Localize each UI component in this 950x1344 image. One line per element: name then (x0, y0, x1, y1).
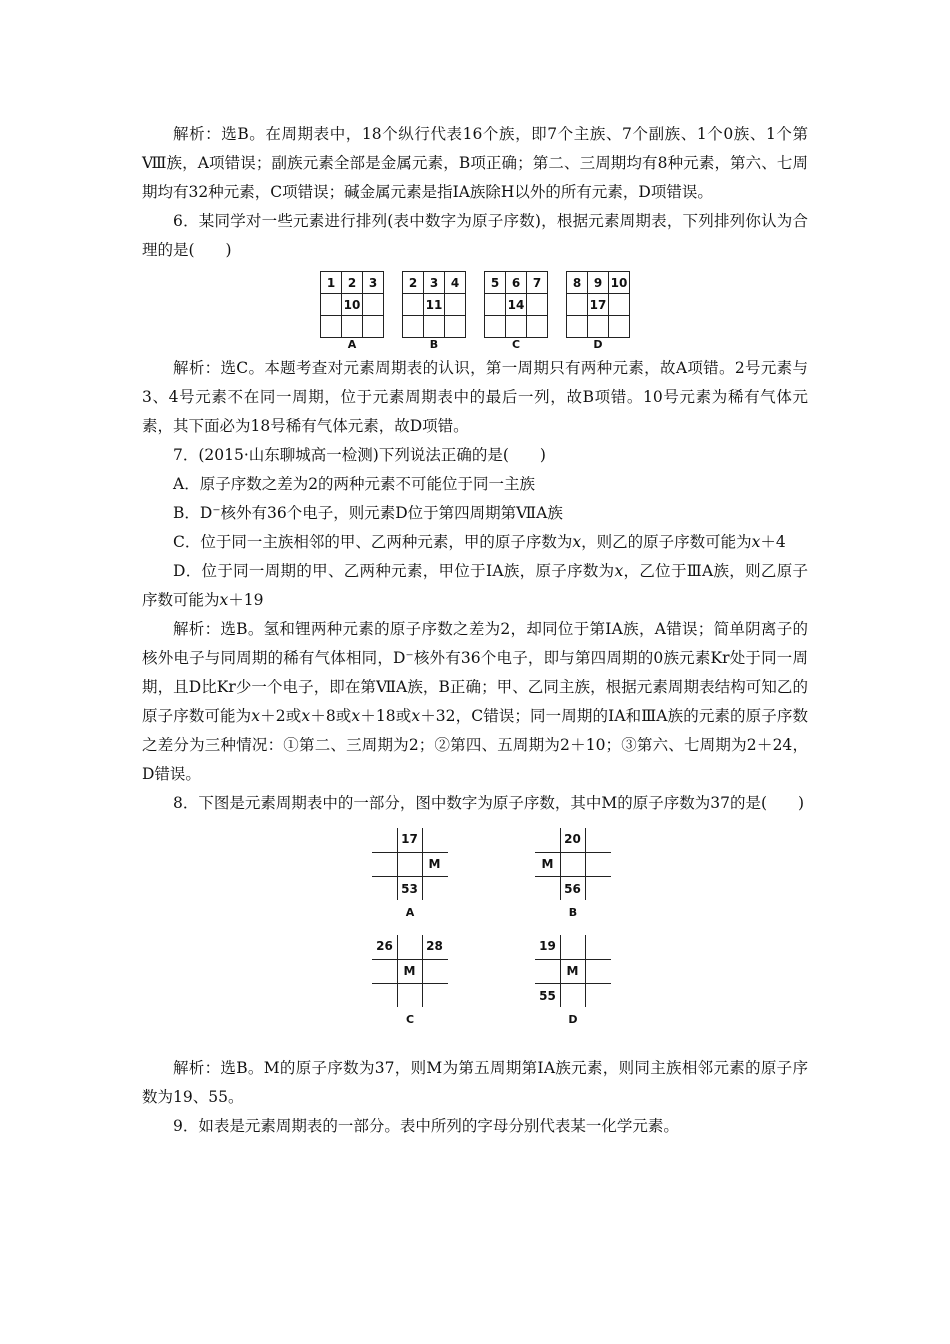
grid-cell (609, 294, 630, 316)
grid-cell: 17 (401, 832, 418, 846)
q8-label-c: C (405, 1013, 415, 1026)
q6-grid-d (566, 271, 630, 338)
grid-cell: 9 (588, 272, 609, 294)
grid-cell (424, 316, 445, 338)
grid-cell (609, 316, 630, 338)
grid-cell: 2 (342, 272, 363, 294)
text-run: ＋19 (228, 591, 264, 609)
grid-cell: 26 (376, 939, 393, 953)
grid-line (372, 876, 448, 877)
grid-cell (403, 316, 424, 338)
text-run: ，乙位于ⅢA族，则乙原子序数可能为 (142, 562, 808, 609)
q6-option-d (566, 271, 630, 352)
grid-cell (363, 316, 384, 338)
variable-x: x (301, 707, 311, 725)
answer-5: 解析：选B。在周期表中，18个纵行代表16个族，即7个主族、7个副族、1个0族、1个第Ⅷ族，A项错误；副族元素全部是金属元素，B项正确；第二、三周期均有8种元素，第六、七周期均有32种元素，C项错误；碱金属元素是指ⅠA族除H以外的所有元素，D项错误。 (142, 125, 808, 201)
grid-cell: 20 (564, 832, 581, 846)
grid-line (585, 828, 586, 900)
grid-cell (506, 316, 527, 338)
q8-label-a: A (405, 906, 415, 919)
variable-x: x (251, 707, 261, 725)
answer-8: 解析：选B。M的原子序数为37，则M为第五周期第ⅠA族元素，则同主族相邻元素的原子序数为19、55。 (142, 1059, 808, 1106)
question-6: 6．某同学对一些元素进行排列(表中数字为原子序数)，根据元素周期表，下列排列你认为合理的是( ) (142, 212, 808, 259)
grid-cell: 55 (539, 989, 556, 1003)
q8-figure (142, 820, 808, 1052)
text-run: ＋18或 (360, 707, 412, 725)
answer-6: 解析：选C。本题考查对元素周期表的认识，第一周期只有两种元素，故A项错。2号元素与3、4号元素不在同一周期，位于元素周期表中的最后一列，故B项错。10号元素为稀有气体元素，其下面必为18号稀有气体元素，故D项错。 (142, 359, 808, 435)
grid-line (585, 935, 586, 1007)
grid-cell (485, 316, 506, 338)
grid-cell (588, 316, 609, 338)
grid-cell (403, 294, 424, 316)
grid-cell: 19 (539, 939, 556, 953)
question-7: 7．(2015·山东聊城高一检测)下列说法正确的是( ) (173, 446, 546, 464)
grid-cell (567, 294, 588, 316)
q6-figure (142, 271, 808, 352)
variable-x: x (411, 707, 421, 725)
q6-grid-c (484, 271, 548, 338)
grid-cell (321, 316, 342, 338)
grid-cell: M (566, 964, 579, 978)
question-8: 8．下图是元素周期表中的一部分，图中数字为原子序数，其中M的原子序数为37的是( ) (173, 794, 805, 812)
grid-cell (527, 316, 548, 338)
grid-cell: M (541, 857, 554, 871)
variable-x: x (614, 562, 624, 580)
grid-cell: 7 (527, 272, 548, 294)
q6-grid-b (402, 271, 466, 338)
grid-cell (485, 294, 506, 316)
q8-label-b: B (568, 906, 578, 919)
q6-grid-a (320, 271, 384, 338)
text-run: ＋8或 (310, 707, 352, 725)
variable-x: x (351, 707, 361, 725)
document-body (142, 120, 808, 1141)
q6-option-a (320, 271, 384, 352)
grid-cell: 10 (609, 272, 630, 294)
answer-7 (142, 615, 808, 789)
question-9: 9．如表是元素周期表的一部分。表中所列的字母分别代表某一化学元素。 (173, 1117, 679, 1135)
grid-cell (363, 294, 384, 316)
grid-cell: 4 (445, 272, 466, 294)
grid-line (372, 852, 448, 853)
grid-line (372, 959, 448, 960)
q7-option-b: B．D⁻核外有36个电子，则元素D位于第四周期第ⅦA族 (173, 504, 563, 522)
grid-cell: 10 (342, 294, 363, 316)
q6-label-b: B (429, 338, 439, 351)
grid-cell: 14 (506, 294, 527, 316)
text-run: D．位于同一周期的甲、乙两种元素，甲位于ⅠA族，原子序数为 (173, 562, 615, 580)
grid-cell: 1 (321, 272, 342, 294)
grid-cell: M (428, 857, 441, 871)
grid-cell: 3 (363, 272, 384, 294)
q6-option-c (484, 271, 548, 352)
grid-cell (321, 294, 342, 316)
grid-cell: 5 (485, 272, 506, 294)
text-run: 解析：选B。氢和锂两种元素的原子序数之差为2，却同位于第ⅠA族，A错误；简单阴离子的核外电子与同周期的稀有气体相同，D⁻核外有36个电子，即与第四周期的0族元素Kr处于同一周期，且D比Kr少一个电子，即在第ⅦA族，B正确；甲、乙同主族，根据元素周期表结构可知乙的原子序数可能为 (142, 620, 808, 725)
grid-line (535, 876, 611, 877)
variable-x: x (572, 533, 582, 551)
q7-option-d (142, 557, 808, 615)
q7-option-c (142, 528, 808, 557)
grid-cell: 3 (424, 272, 445, 294)
grid-cell: 28 (426, 939, 443, 953)
variable-x: x (751, 533, 761, 551)
q8-label-d: D (568, 1013, 578, 1026)
grid-line (535, 959, 611, 960)
grid-cell (342, 316, 363, 338)
q7-option-a: A．原子序数之差为2的两种元素不可能位于同一主族 (173, 475, 536, 493)
grid-line (372, 983, 448, 984)
grid-cell: 2 (403, 272, 424, 294)
grid-cell: 6 (506, 272, 527, 294)
grid-cell: 11 (424, 294, 445, 316)
text-run: ＋4 (760, 533, 786, 551)
q6-option-b (402, 271, 466, 352)
text-run: ＋2或 (260, 707, 302, 725)
grid-cell (445, 294, 466, 316)
grid-cell: 53 (401, 882, 418, 896)
text-run: ，则乙的原子序数可能为 (581, 533, 752, 551)
grid-line (535, 983, 611, 984)
grid-cell (567, 316, 588, 338)
text-run: ＋32，C错误；同一周期的ⅠA和ⅢA族的元素的原子序数之差分为三种情况：①第二、三周期为2；②第四、五周期为2＋10；③第六、七周期为2＋24，D错误。 (142, 707, 808, 783)
q6-label-d: D (593, 338, 603, 351)
grid-cell: 8 (567, 272, 588, 294)
grid-cell: M (403, 964, 416, 978)
q6-label-c: C (511, 338, 521, 351)
grid-line (535, 852, 611, 853)
q6-label-a: A (347, 338, 357, 351)
grid-cell: 56 (564, 882, 581, 896)
grid-cell (527, 294, 548, 316)
grid-cell (445, 316, 466, 338)
text-run: C．位于同一主族相邻的甲、乙两种元素，甲的原子序数为 (173, 533, 573, 551)
grid-cell: 17 (588, 294, 609, 316)
variable-x: x (219, 591, 229, 609)
